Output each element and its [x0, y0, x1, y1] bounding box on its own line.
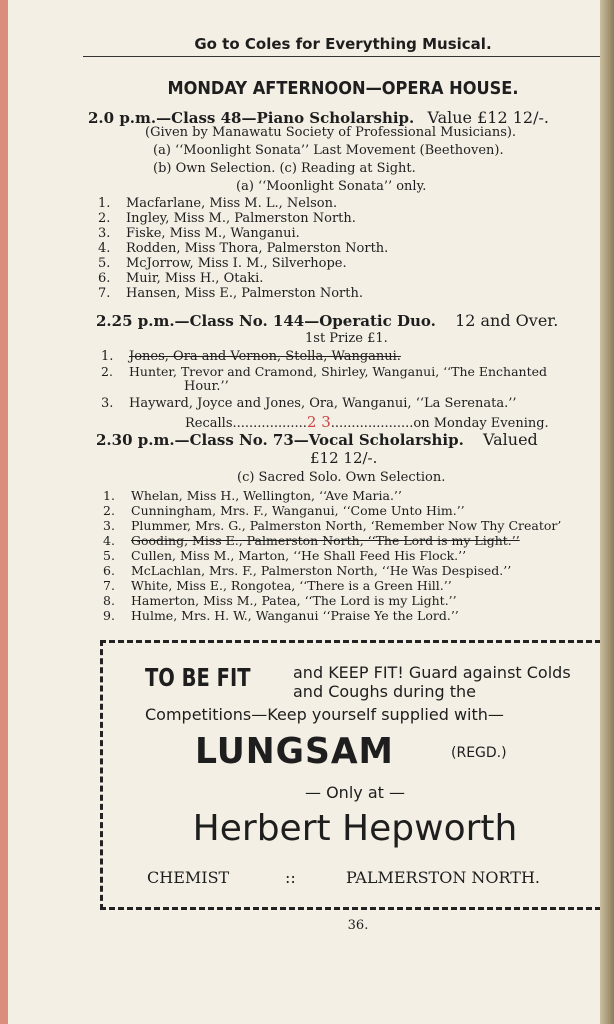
list-item: 1. Macfarlane, Miss M. L., Nelson.	[98, 196, 338, 211]
list-item: 3. Plummer, Mrs. G., Palmerston North, ‘Remember Now Thy Creator’	[103, 518, 562, 533]
list-item: 6. Muir, Miss H., Otaki.	[98, 271, 264, 286]
ad-competitions-text: Competitions—Keep yourself supplied with—	[145, 705, 504, 724]
class144-value: 12 and Over.	[455, 311, 559, 330]
ad-chemist-label: CHEMIST	[147, 868, 230, 887]
class48-given-by: (Given by Manawatu Society of Professional Musicians).	[145, 125, 517, 140]
list-item: 6. McLachlan, Mrs. F., Palmerston North, ‘‘He Was Despised.’’	[103, 563, 512, 578]
class73-time: 2.30 p.m.—	[96, 431, 190, 449]
recalls-label: Recalls	[185, 416, 233, 431]
class144-heading	[96, 311, 558, 330]
class73-value: Valued	[483, 430, 538, 449]
ad-product-name: LUNGSAM	[195, 731, 394, 772]
ad-registered: (REGD.)	[451, 745, 507, 761]
class48-value: Value £12 12/-.	[427, 108, 549, 127]
list-item: 9. Hulme, Mrs. H. W., Wanganui ‘‘Praise Ye the Lord.’’	[103, 608, 459, 623]
advertisement-box	[100, 640, 610, 910]
class73-requirement: (c) Sacred Solo. Own Selection.	[237, 470, 446, 485]
list-item: 3. Hayward, Joyce and Jones, Ora, Wanganui, ‘‘La Serenata.’’	[101, 396, 517, 411]
recalls-handwritten: 2 3	[306, 413, 331, 431]
page-header: Go to Coles for Everything Musical.	[194, 35, 492, 53]
book-spine-edge	[600, 0, 614, 1024]
class73-heading	[96, 430, 538, 449]
list-item: 7. White, Miss E., Rongotea, ‘‘There is a Green Hill.’’	[103, 578, 452, 593]
ad-only-at: — Only at —	[305, 783, 405, 802]
list-item: 5. McJorrow, Miss I. M., Silverhope.	[98, 256, 347, 271]
class144-title: Class No. 144—Operatic Duo.	[189, 312, 436, 330]
list-item: 3. Fiske, Miss M., Wanganui.	[98, 226, 300, 241]
list-item: 2. Hunter, Trevor and Cramond, Shirley, Wanganui, ‘‘The Enchanted	[101, 364, 548, 379]
section-title: MONDAY AFTERNOON—OPERA HOUSE.	[167, 78, 519, 99]
recalls-tail: on Monday Evening.	[413, 416, 549, 431]
page-number: 36.	[347, 918, 369, 933]
list-item: 1. Whelan, Miss H., Wellington, ‘‘Ave Maria.’’	[103, 488, 402, 503]
class144-prize: 1st Prize £1.	[305, 331, 388, 346]
ad-guard-text: and KEEP FIT! Guard against Colds and Coughs during the	[293, 663, 571, 701]
class48-title: Class 48—Piano Scholarship.	[171, 109, 415, 127]
recalls-line: Recalls..................2 3....................on Monday Evening.	[185, 413, 549, 431]
class48-time: 2.0 p.m.—	[88, 109, 172, 127]
class48-req-b: (b) Own Selection. (c) Reading at Sight.	[153, 161, 416, 176]
class48-req-a: (a) ‘‘Moonlight Sonata’’ Last Movement (Beethoven).	[153, 143, 504, 158]
ad-town: PALMERSTON NORTH.	[346, 868, 541, 887]
list-item-continued: Hour.’’	[184, 379, 229, 394]
list-item: 4. Rodden, Miss Thora, Palmerston North.	[98, 241, 389, 256]
class48-req-a2: (a) ‘‘Moonlight Sonata’’ only.	[236, 179, 427, 194]
ad-chemist-name: Herbert Hepworth	[192, 808, 518, 849]
list-item: 1. Jones, Ora and Vernon, Stella, Wanganui.	[101, 349, 401, 364]
class73-title: Class No. 73—Vocal Scholarship.	[189, 431, 464, 449]
list-item: 7. Hansen, Miss E., Palmerston North.	[98, 286, 363, 301]
ad-separator: ::	[285, 868, 296, 887]
class73-value-amount: £12 12/-.	[310, 449, 378, 467]
class144-time: 2.25 p.m.—	[96, 312, 190, 330]
list-item: 4. Gooding, Miss E., Palmerston North, ‘‘The Lord is my Light.’’	[103, 533, 520, 548]
list-item: 2. Ingley, Miss M., Palmerston North.	[98, 211, 356, 226]
ad-headline: TO BE FIT	[145, 663, 251, 692]
list-item: 5. Cullen, Miss M., Marton, ‘‘He Shall Feed His Flock.’’	[103, 548, 467, 563]
list-item: 8. Hamerton, Miss M., Patea, ‘‘The Lord is my Light.’’	[103, 593, 457, 608]
list-item: 2. Cunningham, Mrs. F., Wanganui, ‘‘Come Unto Him.’’	[103, 503, 465, 518]
header-rule	[83, 56, 603, 57]
